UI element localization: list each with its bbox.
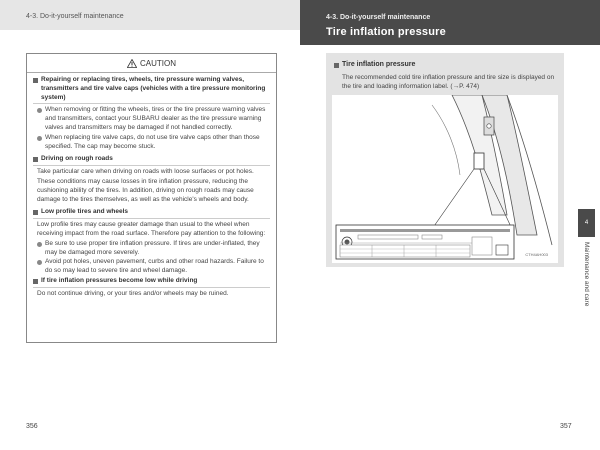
caution-box — [26, 53, 277, 343]
s2-para2: These conditions may cause losses in tire inflation pressure, reducing the cushioning ability of the tires. In addition, driving on rough roads may cause damage to the tires themselves, as well as the vehicle's wheels and body. — [37, 177, 254, 203]
s3-heading: Low profile tires and wheels — [41, 208, 129, 216]
list-item — [33, 240, 270, 258]
chapter-label: Maintenance and care — [583, 242, 590, 307]
left-section-title: 4-3. Do-it-yourself maintenance — [26, 13, 124, 20]
section-heading — [33, 208, 270, 219]
chapter-tab: 4 — [578, 209, 595, 237]
page-number-left: 356 — [26, 423, 38, 430]
bullet-dot-icon — [37, 260, 42, 265]
square-bullet-icon — [33, 78, 38, 83]
square-bullet-icon — [334, 63, 339, 68]
page-number-right: 357 — [560, 423, 572, 430]
left-page-header — [0, 0, 300, 30]
door-label-drawing — [332, 95, 558, 263]
info-text: The recommended cold tire inflation pressure and tire size is displayed on the tire and loading information label. (→P. 474) — [342, 74, 555, 90]
caution-title: CAUTION — [140, 58, 176, 68]
caution-body — [27, 73, 276, 299]
right-section-title: 4-3. Do-it-yourself maintenance — [326, 14, 431, 21]
right-page-header — [300, 0, 600, 45]
s2-heading: Driving on rough roads — [41, 155, 113, 163]
square-bullet-icon — [33, 157, 38, 162]
page-title: Tire inflation pressure — [326, 26, 446, 38]
list-item — [33, 106, 270, 132]
s1-bullet1: When removing or fitting the wheels, tires or the tire pressure warning valves and transmitters, contact your SUBARU dealer as the tire pressure warning valves and transmitters may be damaged if not handled correctly. — [45, 106, 266, 131]
s1-bullet2: When replacing tire valve caps, do not use tire valve caps other than those specified. The cap may become stuck. — [45, 133, 260, 150]
tire-label-illustration — [332, 95, 558, 263]
s1-heading: Repairing or replacing tires, wheels, tire pressure warning valves, transmitters and tire valve caps (vehicles with a tire pressure monitoring system) — [41, 76, 266, 101]
bullet-dot-icon — [37, 108, 42, 113]
list-item — [33, 134, 270, 152]
warning-triangle-icon — [127, 59, 137, 68]
s4-para: Do not continue driving, or your tires and/or wheels may be ruined. — [37, 289, 229, 297]
s3-para: Low profile tires may cause greater damage than usual to the wheel when receiving impact from the road surface. Therefore pay attention to the following: — [37, 221, 266, 237]
square-bullet-icon — [33, 279, 38, 284]
list-item — [33, 258, 270, 276]
info-heading — [334, 61, 415, 68]
info-heading-text: Tire inflation pressure — [342, 61, 416, 68]
section-heading — [33, 277, 270, 288]
s4-heading: If tire inflation pressures become low while driving — [41, 276, 198, 284]
bullet-dot-icon — [37, 136, 42, 141]
section-heading — [33, 155, 270, 166]
section-heading — [33, 76, 270, 104]
square-bullet-icon — [33, 210, 38, 215]
bullet-dot-icon — [37, 242, 42, 247]
caution-header — [27, 54, 276, 73]
s3-bullet1: Be sure to use proper tire inflation pressure. If tires are under-inflated, they may be damaged more severely. — [45, 239, 260, 256]
info-panel — [326, 53, 564, 267]
s3-bullet2: Avoid pot holes, uneven pavement, curbs and other road hazards. Failure to do so may lead to severe tire and wheel damage. — [45, 258, 264, 275]
illustration-code: CTH4AH003 — [525, 252, 548, 257]
s2-para1: Take particular care when driving on roads with loose surfaces or pot holes. — [37, 168, 254, 176]
